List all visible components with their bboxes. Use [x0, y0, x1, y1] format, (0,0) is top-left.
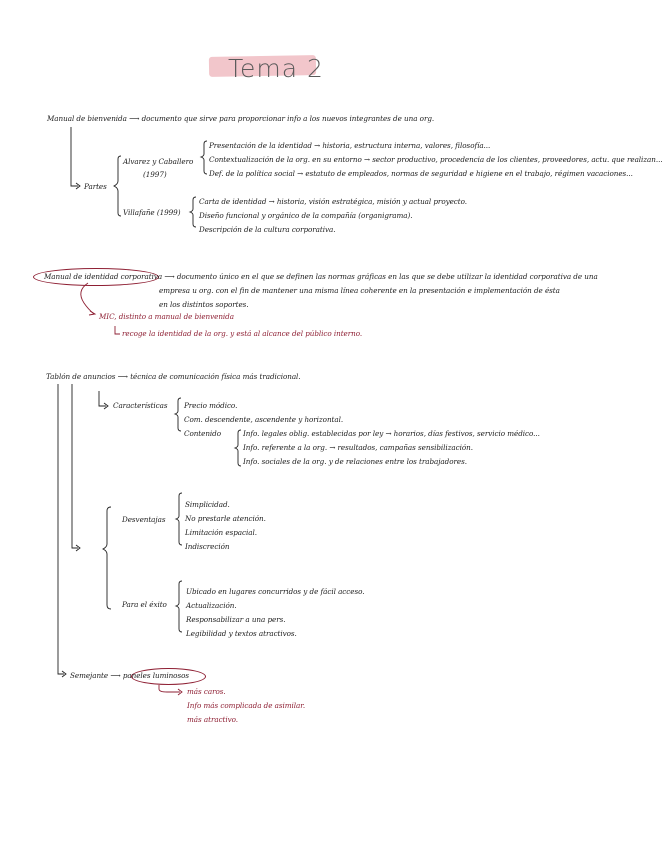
list-item: Info. legales oblig. establecidas por ley → horarios, días festivos, servicio médico... [243, 429, 540, 438]
author-villafane: Villafañe (1999) [123, 208, 181, 217]
partes-label: Partes [84, 182, 107, 191]
arrow-icon: ⟶ [164, 272, 175, 281]
page-title: Tema 2 [228, 54, 324, 83]
mic-note: MIC, distinto a manual de bienvenida [99, 312, 234, 321]
tablon-heading: Tablón de anuncios ⟶ técnica de comunicación física más tradicional. [46, 372, 301, 381]
list-item: Info. referente a la org. → resultados, campañas sensibilización. [243, 443, 473, 452]
paneles-label: paneles luminosos [122, 671, 190, 680]
list-item: Responsabilizar a una pers. [186, 615, 286, 624]
brace-contenido [235, 430, 241, 466]
red-connector [159, 685, 180, 692]
list-item: Legibilidad y textos atractivos. [186, 629, 297, 638]
list-item: más atractivo. [187, 715, 239, 724]
brace-villafane [190, 197, 196, 227]
list-item: Limitación espacial. [185, 528, 257, 537]
brace-partes [114, 156, 121, 216]
red-arrow-head [89, 311, 95, 315]
tree-connector [58, 384, 64, 674]
list-item: No prestarle atención. [185, 514, 266, 523]
tree-connector [72, 384, 78, 548]
list-item: Info. sociales de la org. y de relaciones entre los trabajadores. [243, 457, 467, 466]
brace-pros-cons [103, 507, 111, 609]
red-connector [81, 283, 94, 314]
tree-connector [71, 127, 78, 186]
desventajas-label: Desventajas [122, 515, 166, 524]
tablon-def: técnica de comunicación física más tradicional. [130, 372, 301, 381]
list-item: Def. de la política social → estatuto de empleados, normas de seguridad e higiene en el trabajo, régimen vacaciones... [209, 169, 633, 178]
brace-desventajas [176, 493, 182, 545]
list-item: Info más complicada de asimilar. [187, 701, 306, 710]
list-item: más caros. [187, 687, 226, 696]
exito-label: Para el éxito [122, 600, 167, 609]
list-item: Diseño funcional y orgánico de la compañía (organigrama). [199, 211, 413, 220]
list-item: Contextualización de la org. en su entorno → sector productivo, procedencia de los clientes, proveedores, actu. que realizan... [209, 155, 663, 164]
manual-identidad-heading: Manual de identidad corporativa ⟶ documento único en el que se definen las normas gráficas en las que se debe utilizar la identidad corporativa de una [44, 272, 598, 281]
manual-identidad-def: documento único en el que se definen las normas gráficas en las que se debe utilizar la identidad corporativa de una [176, 272, 598, 281]
list-item: Simplicidad. [185, 500, 230, 509]
red-connector [115, 326, 120, 334]
author-alvarez: Alvarez y Caballero [123, 157, 194, 166]
manual-identidad-def-line: empresa u org. con el fin de mantener una misma línea coherente en la presentación e implementación de ésta [159, 286, 560, 295]
mic-note-detail: recoge la identidad de la org. y está al alcance del público interno. [122, 329, 363, 338]
list-item: Precio módico. [184, 401, 238, 410]
list-item: Descripción de la cultura corporativa. [199, 225, 336, 234]
brace-caracteristicas [175, 398, 181, 431]
arrow-icon: ⟶ [110, 671, 121, 680]
list-item: Com. descendente, ascendente y horizontal. [184, 415, 344, 424]
caracteristicas-label: Características [113, 401, 168, 410]
list-item: Carta de identidad → historia, visión estratégica, misión y actual proyecto. [199, 197, 468, 206]
semejante-row [70, 671, 189, 680]
arrow-icon: ⟶ [117, 372, 128, 381]
manual-bienvenida-def: documento que sirve para proporcionar info a los nuevos integrantes de una org. [141, 114, 435, 123]
brace-alvarez [201, 141, 207, 174]
year-alvarez: (1997) [143, 170, 167, 179]
manual-identidad-def-line: en los distintos soportes. [159, 300, 249, 309]
arrow-icon: ⟶ [129, 114, 140, 123]
brace-exito [176, 581, 182, 632]
list-item: Actualización. [186, 601, 237, 610]
list-item: Ubicado en lugares concurridos y de fácil acceso. [186, 587, 365, 596]
semejante-label: Semejante [70, 671, 109, 680]
contenido-label: Contenido [184, 429, 222, 438]
manual-bienvenida-heading: Manual de bienvenida ⟶ documento que sirve para proporcionar info a los nuevos integrantes de una org. [47, 114, 435, 123]
list-item: Presentación de la identidad → historia, estructura interna, valores, filosofía... [209, 141, 491, 150]
list-item: Indiscreción [185, 542, 230, 551]
